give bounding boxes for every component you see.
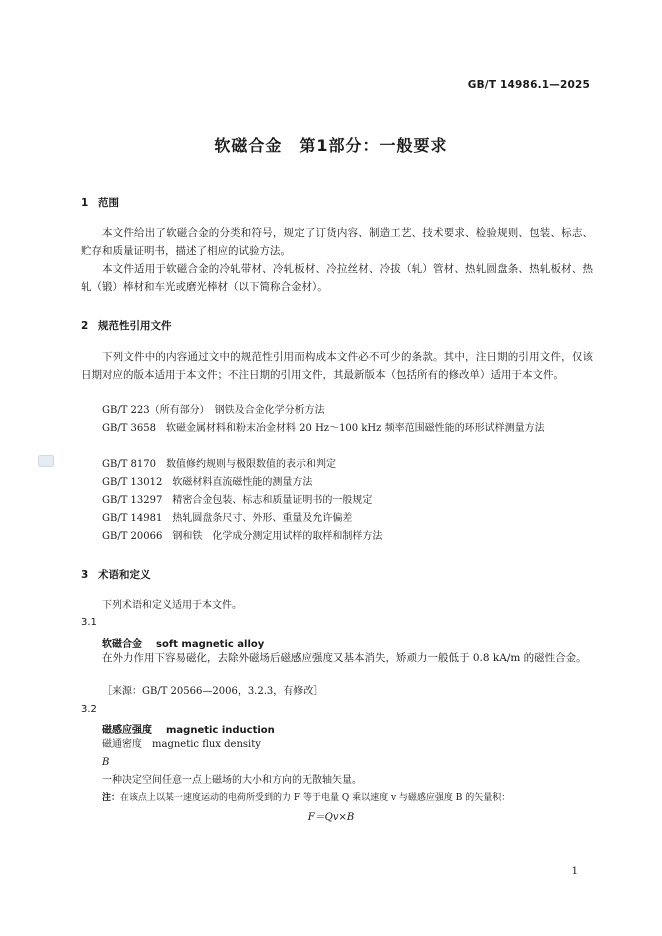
- formula: F＝Qv×B: [307, 812, 355, 823]
- margin-stamp-icon: [38, 455, 54, 467]
- section-title: 规范性引用文件: [98, 320, 172, 332]
- term-number: 3.1: [81, 617, 97, 628]
- term-number: 3.2: [81, 704, 97, 715]
- term-heading: [102, 635, 264, 650]
- section-number: 2: [81, 320, 89, 332]
- section-1-body: [81, 224, 593, 296]
- section-3-intro: 下列术语和定义适用于本文件。: [102, 600, 242, 611]
- note-label: 注：: [102, 793, 121, 803]
- term-zh: 软磁合金: [102, 639, 142, 650]
- paragraph: 本文件给出了软磁合金的分类和符号，规定了订货内容、制造工艺、技术要求、检验规则、包装、标志、贮存和质量证明书，描述了相应的试验方法。: [81, 227, 593, 257]
- reference-item: GB/T 20066 钢和铁 化学成分测定用试样的取样和制样方法: [102, 531, 383, 542]
- term-definition: [81, 649, 593, 667]
- section-2-heading: [81, 318, 172, 333]
- reference-item: GB/T 223（所有部分） 钢铁及合金化学分析方法: [102, 405, 325, 416]
- reference-item: GB/T 14981 热轧圆盘条尺寸、外形、重量及允许偏差: [102, 513, 353, 524]
- section-number: 1: [81, 197, 89, 209]
- section-1-heading: [81, 195, 119, 210]
- section-title: 术语和定义: [98, 569, 151, 581]
- section-2-intro: [81, 348, 593, 384]
- term-note: [102, 790, 510, 806]
- page-number: 1: [571, 866, 578, 877]
- term-definition: 一种决定空间任意一点上磁场的大小和方向的无散轴矢量。: [102, 775, 362, 786]
- paragraph: 本文件适用于软磁合金的冷轧带材、冷轧板材、冷拉丝材、冷拔（轧）管材、热轧圆盘条、热轧板材、热轧（锻）棒材和车光或磨光棒材（以下简称合金材）。: [81, 263, 593, 293]
- reference-item: GB/T 3658 软磁金属材料和粉末冶金材料 20 Hz～100 kHz 频率范围磁性能的环形试样测量方法: [102, 423, 545, 434]
- section-3-heading: [81, 567, 151, 582]
- term-symbol: B: [102, 757, 110, 768]
- section-title: 范围: [98, 197, 119, 209]
- reference-item: GB/T 8170 数值修约规则与极限数值的表示和判定: [102, 459, 337, 470]
- paragraph: 下列文件中的内容通过文中的规范性引用而构成本文件必不可少的条款。其中，注日期的引用文件，仅该日期对应的版本适用于本文件；不注日期的引用文件，其最新版本（包括所有的修改单）适用于本文件。: [81, 351, 593, 381]
- document-title: 软磁合金 第1部分：一般要求: [214, 136, 448, 155]
- section-number: 3: [81, 569, 89, 581]
- note-text: 在该点上以某一速度运动的电荷所受到的力 F 等于电量 Q 乘以速度 v 与磁感应强度 B 的矢量积：: [120, 793, 511, 803]
- paragraph: 在外力作用下容易磁化，去除外磁场后磁感应强度又基本消失，矫顽力一般低于 0.8 kA/m 的磁性合金。: [102, 652, 587, 664]
- term-en: soft magnetic alloy: [156, 639, 265, 650]
- term-heading: [102, 721, 275, 736]
- term-en: magnetic induction: [166, 725, 275, 736]
- standard-code: GB/T 14986.1—2025: [467, 79, 590, 91]
- term-synonym: 磁通密度 magnetic flux density: [102, 739, 261, 750]
- term-source: ［来源：GB/T 20566—2006，3.2.3，有修改］: [102, 686, 324, 697]
- term-zh: 磁感应强度: [102, 725, 152, 736]
- reference-item: GB/T 13012 软磁材料直流磁性能的测量方法: [102, 477, 313, 488]
- reference-item: GB/T 13297 精密合金包装、标志和质量证明书的一般规定: [102, 495, 373, 506]
